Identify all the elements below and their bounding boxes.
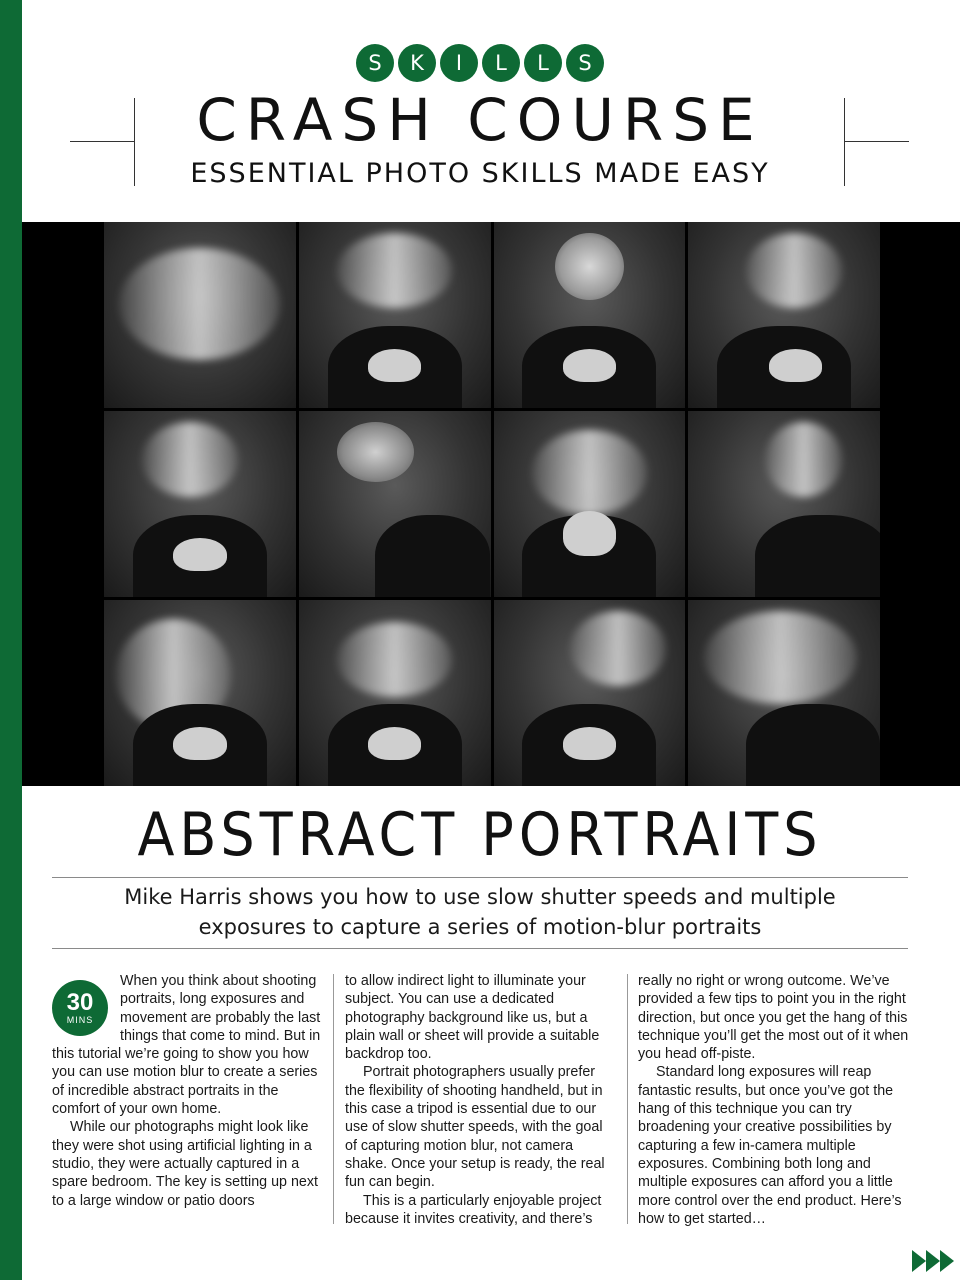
column-divider xyxy=(333,974,334,1224)
portrait-photo xyxy=(299,411,491,597)
paragraph: to allow indirect light to illuminate your subject. You can use a dedicated photography background like us, but a plain wall or sheet will provide a suitable backdrop too. xyxy=(345,973,600,1063)
section-subtitle: ESSENTIAL PHOTO SKILLS MADE EASY xyxy=(190,158,770,189)
skills-letter: K xyxy=(398,44,436,82)
time-badge-value: 30 xyxy=(66,988,94,1016)
portrait-photo xyxy=(688,222,880,408)
portrait-photo xyxy=(494,222,686,408)
paragraph: When you think about shooting portraits, long exposures and movement are probably the last things that come to mind. But in this tutorial we’re going to show you how you can use motion blur to create a series of incredible abstract portraits in the comfort of your own home. xyxy=(52,973,321,1118)
article-column-1 xyxy=(52,972,324,1232)
article-column-3 xyxy=(638,972,910,1232)
green-edge-bar xyxy=(0,0,22,1280)
portrait-photo xyxy=(688,600,880,786)
skills-letter: I xyxy=(440,44,478,82)
paragraph: While our photographs might look like they were shot using artificial lighting in a studio, they were actually captured in a spare bedroom. The key is setting up next to a large window or patio doors xyxy=(52,1119,318,1209)
skills-label xyxy=(0,44,960,82)
paragraph: This is a particularly enjoyable project because it invites creativity, and there’s xyxy=(345,1192,602,1227)
paragraph: Standard long exposures will reap fantastic results, but once you’ve got the hang of this technique you can try broadening your creative possibilities by capturing a few in-camera multiple exposures. Combining both long and multiple exposures can afford you a little more control over the end product. Here’s how to get started… xyxy=(638,1064,902,1227)
portrait-photo xyxy=(104,411,296,597)
article-standfirst: Mike Harris shows you how to use slow shutter speeds and multiple exposures to capture a series of motion-blur portraits xyxy=(124,885,836,939)
skills-letter: L xyxy=(524,44,562,82)
chevron-right-icon xyxy=(926,1250,940,1272)
header-rule-left xyxy=(70,141,134,142)
portrait-photo xyxy=(688,411,880,597)
portrait-grid xyxy=(104,222,880,786)
skills-letter: L xyxy=(482,44,520,82)
standfirst-rule-bottom xyxy=(52,948,908,949)
next-page-icon[interactable] xyxy=(912,1250,954,1272)
portrait-photo xyxy=(299,600,491,786)
header-rule-left-vertical xyxy=(134,98,135,186)
article-headline: ABSTRACT PORTRAITS xyxy=(137,800,823,870)
time-badge xyxy=(52,980,108,1036)
header-rule-right xyxy=(845,141,909,142)
portrait-photo xyxy=(494,411,686,597)
standfirst-rule-top xyxy=(52,877,908,878)
portrait-photo xyxy=(104,600,296,786)
paragraph: Portrait photographers usually prefer the flexibility of shooting handheld, but in this case a tripod is essential due to our use of slow shutter speeds, with the goal of capturing motion blur, not camera shake. Once your setup is ready, the real fun can begin. xyxy=(345,1064,605,1191)
article-body xyxy=(52,972,910,1232)
portrait-photo xyxy=(494,600,686,786)
paragraph: really no right or wrong outcome. We’ve provided a few tips to point you in the right direction, but once you get the hang of this technique you’ll get the most out of it when you head off-piste. xyxy=(638,973,909,1063)
column-divider xyxy=(627,974,628,1224)
skills-letter: S xyxy=(356,44,394,82)
chevron-right-icon xyxy=(940,1250,954,1272)
portrait-photo xyxy=(104,222,296,408)
chevron-right-icon xyxy=(912,1250,926,1272)
time-badge-unit: MINS xyxy=(66,1014,94,1025)
header-rule-right-vertical xyxy=(844,98,845,186)
portrait-photo xyxy=(299,222,491,408)
skills-letter: S xyxy=(566,44,604,82)
article-column-2 xyxy=(345,972,617,1232)
section-title: CRASH COURSE xyxy=(196,86,764,154)
